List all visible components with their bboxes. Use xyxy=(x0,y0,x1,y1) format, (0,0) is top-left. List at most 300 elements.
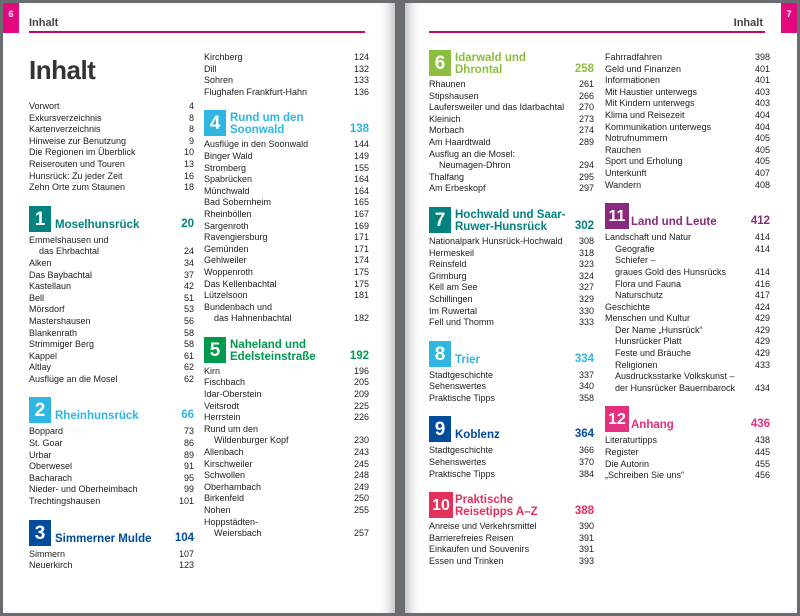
toc-entry-page: 324 xyxy=(578,270,594,281)
toc-entry-title: Wildenburger Kopf xyxy=(214,435,289,446)
chapter-title xyxy=(455,354,480,366)
toc-entry[interactable] xyxy=(429,259,594,271)
chapter-heading-6[interactable] xyxy=(429,50,594,76)
toc-entry[interactable] xyxy=(605,244,770,256)
toc-entry[interactable] xyxy=(429,521,594,533)
toc-entry[interactable] xyxy=(204,87,369,99)
toc-entry[interactable] xyxy=(29,426,194,438)
toc-entry-title: Alken xyxy=(29,257,52,268)
toc-column-left-2 xyxy=(204,52,369,540)
toc-entry[interactable] xyxy=(429,445,594,457)
toc-entry[interactable] xyxy=(605,302,770,314)
toc-entry[interactable] xyxy=(29,450,194,462)
toc-entry-page: 414 xyxy=(754,243,770,254)
toc-entry[interactable] xyxy=(605,267,770,279)
chapter-title xyxy=(55,410,139,422)
toc-entry[interactable] xyxy=(29,549,194,561)
toc-entry[interactable] xyxy=(605,180,770,192)
toc-entry[interactable] xyxy=(605,383,770,395)
toc-entry[interactable] xyxy=(429,160,594,172)
chapter-title xyxy=(455,429,500,441)
toc-entry-title: Neuerkirch xyxy=(29,560,73,571)
toc-entry-page: 205 xyxy=(353,377,369,388)
chapter-page: 388 xyxy=(574,505,594,518)
toc-entry[interactable] xyxy=(204,435,369,447)
toc-entry-title: Urbar xyxy=(29,449,52,460)
toc-entry[interactable] xyxy=(429,306,594,318)
toc-entry-page: 62 xyxy=(183,362,194,373)
toc-entry-page: 37 xyxy=(183,269,194,280)
toc-entry[interactable] xyxy=(429,469,594,481)
toc-entry-title: Binger Wald xyxy=(204,150,253,161)
toc-entry-title: Rheinböllen xyxy=(204,208,252,219)
toc-entry-page: 18 xyxy=(183,182,194,193)
toc-entry-page: 318 xyxy=(578,247,594,258)
chapter-title-line-1: Simmerner Mulde xyxy=(55,532,152,545)
toc-entry-title: Rund um den xyxy=(204,423,259,434)
toc-entry[interactable] xyxy=(204,302,369,314)
toc-entry-title: Fell und Thomm xyxy=(429,317,494,328)
toc-entry-title: Religionen xyxy=(615,359,658,370)
toc-entry-page: 95 xyxy=(183,472,194,483)
toc-entry[interactable] xyxy=(429,183,594,195)
toc-entry-title: Dill xyxy=(204,63,217,74)
toc-entry[interactable] xyxy=(605,435,770,447)
toc-entry[interactable] xyxy=(29,496,194,508)
toc-entry-page: 136 xyxy=(353,86,369,97)
header-rule-right xyxy=(429,31,765,33)
toc-entry[interactable] xyxy=(429,282,594,294)
toc-entry-page: 248 xyxy=(353,470,369,481)
toc-entry[interactable] xyxy=(29,124,194,136)
chapter-heading-3[interactable] xyxy=(29,520,194,546)
toc-entry[interactable] xyxy=(204,412,369,424)
toc-entry[interactable] xyxy=(605,87,770,99)
toc-entry-title: Hinweise zur Benutzung xyxy=(29,135,127,146)
toc-entry-title: Kirschweiler xyxy=(204,458,253,469)
toc-entry[interactable] xyxy=(204,505,369,517)
chapter-heading-7[interactable] xyxy=(429,207,594,233)
chapter-heading-8[interactable] xyxy=(429,341,594,367)
toc-entry-page: 196 xyxy=(353,365,369,376)
toc-entry[interactable] xyxy=(29,258,194,270)
toc-entry-page: 404 xyxy=(754,121,770,132)
chapter-heading-9[interactable] xyxy=(429,416,594,442)
chapter-title-line-2: Soonwald xyxy=(230,124,285,137)
toc-entry[interactable] xyxy=(605,447,770,459)
toc-entry-title: Sport und Erholung xyxy=(605,156,683,167)
toc-entry-title: Oberhambach xyxy=(204,481,262,492)
toc-entry-page: 297 xyxy=(578,183,594,194)
chapter-number-badge: 3 xyxy=(29,520,51,546)
toc-entry-title: „Schreiben Sie uns“ xyxy=(605,470,685,481)
toc-entry[interactable] xyxy=(204,517,369,529)
toc-entry-title: Kirchberg xyxy=(204,52,243,62)
chapter-heading-1[interactable] xyxy=(29,206,194,232)
toc-entry[interactable] xyxy=(605,232,770,244)
toc-entry-title: Exkursverzeichnis xyxy=(29,112,102,123)
toc-entry-page: 424 xyxy=(754,301,770,312)
toc-entry[interactable] xyxy=(429,102,594,114)
toc-entry[interactable] xyxy=(204,151,369,163)
toc-entry-title: Flora und Fauna xyxy=(615,278,682,289)
toc-entry-page: 175 xyxy=(353,278,369,289)
chapter-title xyxy=(455,494,538,518)
toc-entry-title: Gemünden xyxy=(204,243,249,254)
toc-entry[interactable] xyxy=(204,389,369,401)
chapter-number-badge: 12 xyxy=(605,406,629,432)
toc-entry-page: 456 xyxy=(754,470,770,481)
toc-entry[interactable] xyxy=(204,493,369,505)
toc-entry-title: Sehenswertes xyxy=(429,381,487,392)
chapter-heading-4[interactable] xyxy=(204,110,369,136)
toc-entry-page: 384 xyxy=(578,468,594,479)
chapter-number-badge: 8 xyxy=(429,341,451,367)
toc-entry[interactable] xyxy=(204,244,369,256)
toc-entry[interactable] xyxy=(29,438,194,450)
toc-entry[interactable] xyxy=(605,255,770,267)
toc-entry-title: Veitsrodt xyxy=(204,400,240,411)
toc-entry-page xyxy=(766,255,770,267)
toc-entry-title: Kastellaun xyxy=(29,281,72,292)
toc-entry-page: 403 xyxy=(754,86,770,97)
chapter-heading-2[interactable] xyxy=(29,397,194,423)
chapter-number-badge: 1 xyxy=(29,206,51,232)
toc-entry-title: Mastershausen xyxy=(29,315,91,326)
toc-entry[interactable] xyxy=(29,113,194,125)
toc-entry-title: das Hahnenbachtal xyxy=(214,313,292,324)
toc-entry[interactable] xyxy=(605,348,770,360)
chapter-title-line-2: Dhrontal xyxy=(455,64,503,76)
toc-entry[interactable] xyxy=(429,533,594,545)
toc-entry[interactable] xyxy=(204,366,369,378)
toc-entry[interactable] xyxy=(605,98,770,110)
chapter-number-badge: 5 xyxy=(204,337,226,363)
toc-entry-title: Morbach xyxy=(429,125,465,136)
toc-entry-page: 124 xyxy=(353,52,369,62)
toc-entry[interactable] xyxy=(204,424,369,436)
toc-entry[interactable] xyxy=(204,186,369,198)
toc-entry-title: Thalfang xyxy=(429,171,465,182)
chapter-heading-10[interactable] xyxy=(429,492,594,518)
toc-entry-page: 416 xyxy=(754,278,770,289)
toc-entry[interactable] xyxy=(204,197,369,209)
toc-entry-page: 358 xyxy=(578,392,594,403)
toc-entry-title: Hermeskeil xyxy=(429,247,475,258)
toc-entry[interactable] xyxy=(605,470,770,482)
toc-entry[interactable] xyxy=(605,360,770,372)
toc-entry[interactable] xyxy=(204,459,369,471)
toc-entry-page: 86 xyxy=(183,438,194,449)
toc-entry-page: 330 xyxy=(578,305,594,316)
toc-entry[interactable] xyxy=(29,304,194,316)
toc-entry-title: Am Erbeskopf xyxy=(429,183,486,194)
chapter-heading-12[interactable] xyxy=(605,406,770,432)
toc-entry-page xyxy=(365,424,369,436)
toc-entry[interactable] xyxy=(29,351,194,363)
chapter-heading-5[interactable] xyxy=(204,337,369,363)
toc-entry-title: Fischbach xyxy=(204,377,246,388)
header-rule-left xyxy=(29,31,365,33)
toc-entry[interactable] xyxy=(605,325,770,337)
chapter-heading-11[interactable] xyxy=(605,203,770,229)
toc-entry[interactable] xyxy=(204,482,369,494)
toc-entry[interactable] xyxy=(204,174,369,186)
toc-entry[interactable] xyxy=(605,313,770,325)
toc-entry-page: 123 xyxy=(178,560,194,571)
toc-entry[interactable] xyxy=(429,79,594,91)
toc-entry[interactable] xyxy=(605,145,770,157)
toc-entry[interactable] xyxy=(29,171,194,183)
toc-entry-title: Stromberg xyxy=(204,162,247,173)
toc-entry[interactable] xyxy=(29,461,194,473)
toc-entry[interactable] xyxy=(29,147,194,159)
chapter-title-line-1: Anhang xyxy=(631,419,674,432)
toc-entry[interactable] xyxy=(29,182,194,194)
chapter-title xyxy=(455,209,566,233)
toc-entry-page: 249 xyxy=(353,481,369,492)
toc-entry[interactable] xyxy=(29,270,194,282)
toc-entry-title: Schwollen xyxy=(204,470,246,481)
toc-entry-page: 62 xyxy=(183,373,194,384)
toc-entry-page: 16 xyxy=(183,170,194,181)
toc-entry-page: 182 xyxy=(353,313,369,324)
toc-entry-title: Nieder- und Oberheimbach xyxy=(29,484,138,495)
toc-entry-page: 333 xyxy=(578,317,594,328)
toc-entry-page: 266 xyxy=(578,90,594,101)
toc-entry[interactable] xyxy=(605,52,770,64)
chapter-title-line-1: Rheinhunsrück xyxy=(55,410,139,423)
toc-entry-title: Kell am See xyxy=(429,282,478,293)
toc-entry[interactable] xyxy=(429,381,594,393)
chapter-number-badge: 2 xyxy=(29,397,51,423)
toc-entry[interactable] xyxy=(204,377,369,389)
toc-entry-page: 226 xyxy=(353,412,369,423)
toc-entry[interactable] xyxy=(204,221,369,233)
toc-entry-title: Reinsfeld xyxy=(429,259,467,270)
toc-entry[interactable] xyxy=(204,52,369,64)
toc-entry[interactable] xyxy=(204,75,369,87)
toc-entry-title: Trechtingshausen xyxy=(29,496,101,507)
left-page xyxy=(3,3,395,613)
toc-entry-title: Bell xyxy=(29,292,45,303)
toc-entry[interactable] xyxy=(204,163,369,175)
toc-column-left-1 xyxy=(29,101,194,572)
toc-entry[interactable] xyxy=(429,317,594,329)
toc-entry-title: Weiersbach xyxy=(214,528,262,539)
toc-entry-title: Grimburg xyxy=(429,270,467,281)
toc-entry[interactable] xyxy=(204,401,369,413)
chapter-title xyxy=(455,52,526,76)
toc-entry-title: Emmelshausen und xyxy=(29,234,109,245)
toc-entry[interactable] xyxy=(605,279,770,291)
toc-entry-title: Blankenrath xyxy=(29,327,78,338)
toc-entry[interactable] xyxy=(429,544,594,556)
toc-entry[interactable] xyxy=(204,255,369,267)
toc-entry[interactable] xyxy=(429,236,594,248)
toc-entry-page: 99 xyxy=(183,484,194,495)
toc-entry-title: graues Gold des Hunsrücks xyxy=(615,266,727,277)
toc-entry[interactable] xyxy=(29,484,194,496)
toc-entry[interactable] xyxy=(429,114,594,126)
toc-entry-page: 390 xyxy=(578,521,594,532)
toc-entry-page: 89 xyxy=(183,449,194,460)
toc-entry[interactable] xyxy=(204,209,369,221)
toc-entry[interactable] xyxy=(204,139,369,151)
toc-entry[interactable] xyxy=(429,137,594,149)
toc-entry-page: 73 xyxy=(183,426,194,437)
toc-entry-title: Neumagen-Dhron xyxy=(439,160,511,171)
toc-entry-title: Idar-Oberstein xyxy=(204,389,262,400)
toc-entry-page: 337 xyxy=(578,369,594,380)
chapter-page: 436 xyxy=(750,418,770,431)
toc-entry[interactable] xyxy=(29,159,194,171)
toc-entry[interactable] xyxy=(605,371,770,383)
toc-entry[interactable] xyxy=(29,316,194,328)
toc-entry-title: Gehlweiler xyxy=(204,255,247,266)
toc-entry[interactable] xyxy=(429,91,594,103)
toc-entry-page: 370 xyxy=(578,457,594,468)
toc-entry-title: Herrstein xyxy=(204,412,241,423)
toc-entry[interactable] xyxy=(429,294,594,306)
toc-entry-title: Klima und Reisezeit xyxy=(605,109,685,120)
chapter-title-line-1: Moselhunsrück xyxy=(55,218,140,231)
toc-entry-title: Schillingen xyxy=(429,293,473,304)
toc-entry[interactable] xyxy=(605,336,770,348)
toc-entry[interactable] xyxy=(605,168,770,180)
toc-entry[interactable] xyxy=(605,459,770,471)
toc-entry-title: Geschichte xyxy=(605,301,651,312)
toc-entry[interactable] xyxy=(605,290,770,302)
toc-entry[interactable] xyxy=(29,136,194,148)
toc-entry[interactable] xyxy=(204,290,369,302)
chapter-page: 302 xyxy=(574,219,594,232)
toc-entry-page xyxy=(590,149,594,161)
toc-entry[interactable] xyxy=(29,362,194,374)
toc-entry[interactable] xyxy=(429,556,594,568)
toc-entry[interactable] xyxy=(204,232,369,244)
toc-entry-page: 171 xyxy=(353,243,369,254)
toc-entry-page: 13 xyxy=(183,158,194,169)
toc-entry-page: 414 xyxy=(754,232,770,243)
toc-entry[interactable] xyxy=(29,328,194,340)
toc-entry[interactable] xyxy=(429,271,594,283)
toc-entry-title: Nationalpark Hunsrück-Hochwald xyxy=(429,235,563,246)
chapter-title-line-1: Praktische xyxy=(455,494,514,507)
toc-entry-title: Ausflüge in den Soonwald xyxy=(204,139,309,150)
toc-entry[interactable] xyxy=(204,528,369,540)
toc-entry-title: Zehn Orte zum Staunen xyxy=(29,182,126,193)
toc-entry-page: 175 xyxy=(353,266,369,277)
toc-entry[interactable] xyxy=(204,267,369,279)
toc-entry[interactable] xyxy=(429,393,594,405)
chapter-number-badge: 4 xyxy=(204,110,226,136)
toc-entry[interactable] xyxy=(29,235,194,247)
toc-entry[interactable] xyxy=(605,110,770,122)
chapter-title xyxy=(230,339,316,363)
chapter-title-line-2: Edelsteinstraße xyxy=(230,350,316,363)
toc-entry[interactable] xyxy=(29,293,194,305)
toc-entry-title: Wandern xyxy=(605,179,642,190)
toc-entry-page: 327 xyxy=(578,282,594,293)
toc-entry-page xyxy=(365,302,369,314)
toc-entry-page: 405 xyxy=(754,144,770,155)
toc-entry-title: Landschaft und Natur xyxy=(605,232,692,243)
toc-entry-page: 295 xyxy=(578,171,594,182)
toc-entry[interactable] xyxy=(204,447,369,459)
toc-entry-page: 149 xyxy=(353,150,369,161)
toc-entry[interactable] xyxy=(429,172,594,184)
toc-entry-page: 404 xyxy=(754,109,770,120)
toc-entry-page: 257 xyxy=(353,528,369,539)
toc-entry[interactable] xyxy=(29,374,194,386)
toc-entry-page: 329 xyxy=(578,293,594,304)
toc-entry-title: Kappel xyxy=(29,350,58,361)
toc-entry-page: 58 xyxy=(183,327,194,338)
toc-entry-page: 10 xyxy=(183,147,194,158)
toc-entry[interactable] xyxy=(204,470,369,482)
toc-entry-title: Sargenroth xyxy=(204,220,249,231)
toc-entry-page: 340 xyxy=(578,381,594,392)
chapter-number-badge: 7 xyxy=(429,207,451,233)
running-header-left: Inhalt xyxy=(29,17,59,29)
toc-entry-title: Register xyxy=(605,447,639,458)
spacer xyxy=(29,508,194,520)
toc-entry-title: Kleinich xyxy=(429,113,461,124)
toc-entry[interactable] xyxy=(29,560,194,572)
toc-entry-title: Vorwort xyxy=(29,101,60,111)
toc-entry-title: Woppenroth xyxy=(204,266,253,277)
toc-entry-title: Allenbach xyxy=(204,447,244,458)
toc-entry[interactable] xyxy=(605,133,770,145)
toc-entry[interactable] xyxy=(204,279,369,291)
toc-entry[interactable] xyxy=(605,156,770,168)
toc-entry-page: 366 xyxy=(578,445,594,456)
toc-entry-page: 255 xyxy=(353,505,369,515)
toc-entry-page: 169 xyxy=(353,220,369,231)
toc-entry-page: 164 xyxy=(353,185,369,196)
toc-entry-title: Laufersweiler und das Idarbachtal xyxy=(429,102,565,113)
toc-entry[interactable] xyxy=(429,125,594,137)
toc-entry[interactable] xyxy=(204,64,369,76)
toc-entry-page: 401 xyxy=(754,75,770,86)
toc-entry[interactable] xyxy=(29,473,194,485)
toc-entry[interactable] xyxy=(29,281,194,293)
toc-entry-title: Ausdrucksstarke Volkskunst – xyxy=(615,371,735,382)
toc-entry[interactable] xyxy=(605,64,770,76)
toc-entry[interactable] xyxy=(204,313,369,325)
toc-entry[interactable] xyxy=(29,246,194,258)
toc-entry-page: 167 xyxy=(353,208,369,219)
toc-entry-title: Fahrradfahren xyxy=(605,52,663,62)
toc-entry[interactable] xyxy=(29,339,194,351)
toc-entry[interactable] xyxy=(605,75,770,87)
toc-entry-title: Notrufnummern xyxy=(605,133,668,144)
toc-entry[interactable] xyxy=(429,370,594,382)
toc-entry-title: Spabrücken xyxy=(204,174,253,185)
chapter-number-badge: 10 xyxy=(429,492,453,518)
toc-entry-title: Die Autorin xyxy=(605,458,650,469)
toc-entry[interactable] xyxy=(429,457,594,469)
toc-entry-page: 34 xyxy=(183,257,194,268)
toc-entry[interactable] xyxy=(605,122,770,134)
toc-entry[interactable] xyxy=(29,101,194,113)
toc-entry-title: St. Goar xyxy=(29,438,63,449)
toc-entry[interactable] xyxy=(429,248,594,260)
toc-entry[interactable] xyxy=(429,149,594,161)
toc-entry-page: 165 xyxy=(353,197,369,208)
toc-entry-page: 91 xyxy=(183,461,194,472)
